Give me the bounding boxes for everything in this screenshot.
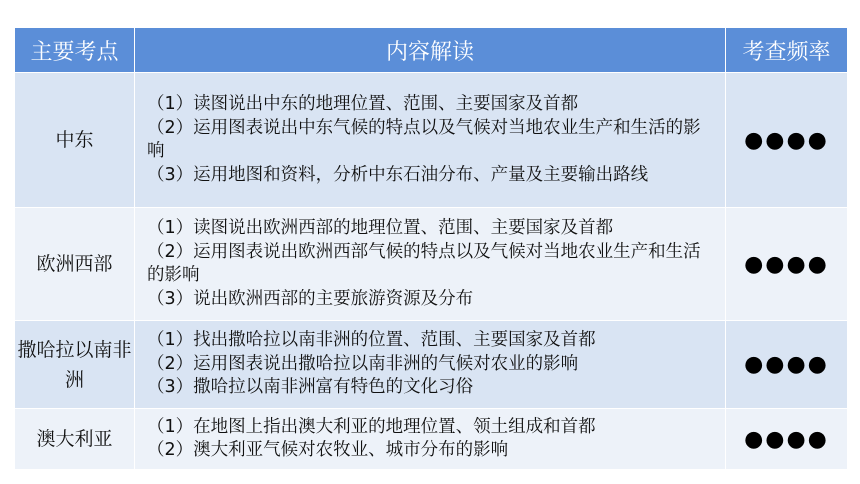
header-frequency: 考查频率	[726, 28, 848, 73]
content-item: （2）运用图表说出中东气候的特点以及气候对当地农业生产和生活的影响	[147, 117, 701, 161]
content-item: （2）运用图表说出撒哈拉以南非洲的气候对农业的影响	[147, 353, 579, 374]
content-cell	[135, 409, 726, 470]
content-item: （1）读图说出欧洲西部的地理位置、范围、主要国家及首都	[147, 218, 614, 238]
content-item: （3）运用地图和资料，分析中东石油分布、产量及主要输出路线	[147, 164, 649, 185]
content-item: （3）撒哈拉以南非洲富有特色的文化习俗	[147, 377, 474, 398]
topic-cell: 撒哈拉以南非洲	[15, 321, 135, 409]
content-item: （2）运用图表说出欧洲西部气候的特点以及气候对当地农业生产和生活的影响	[147, 241, 701, 285]
frequency-cell: ●●●●	[726, 208, 848, 321]
content-item: （3）说出欧洲西部的主要旅游资源及分布	[147, 288, 474, 309]
content-item: （1）在地图上指出澳大利亚的地理位置、领土组成和首都	[147, 416, 596, 437]
table-row	[15, 321, 848, 409]
table-header-row	[15, 28, 848, 73]
table-row	[15, 208, 848, 321]
frequency-cell: ●●●●	[726, 321, 848, 409]
table-row	[15, 409, 848, 470]
topic-cell: 中东	[15, 73, 135, 208]
content-item: （1）找出撒哈拉以南非洲的位置、范围、主要国家及首都	[147, 330, 596, 351]
content-cell	[135, 208, 726, 321]
topic-cell: 澳大利亚	[15, 409, 135, 470]
content-item: （1）读图说出中东的地理位置、范围、主要国家及首都	[147, 94, 579, 114]
topic-cell: 欧洲西部	[15, 208, 135, 321]
frequency-cell: ●●●●	[726, 409, 848, 470]
header-content: 内容解读	[135, 28, 726, 73]
table-row	[15, 73, 848, 208]
exam-topics-table	[14, 27, 848, 470]
content-cell	[135, 321, 726, 409]
content-item: （2）澳大利亚气候对农牧业、城市分布的影响	[147, 440, 509, 460]
frequency-cell: ●●●●	[726, 73, 848, 208]
header-topic: 主要考点	[15, 28, 135, 73]
content-cell	[135, 73, 726, 208]
